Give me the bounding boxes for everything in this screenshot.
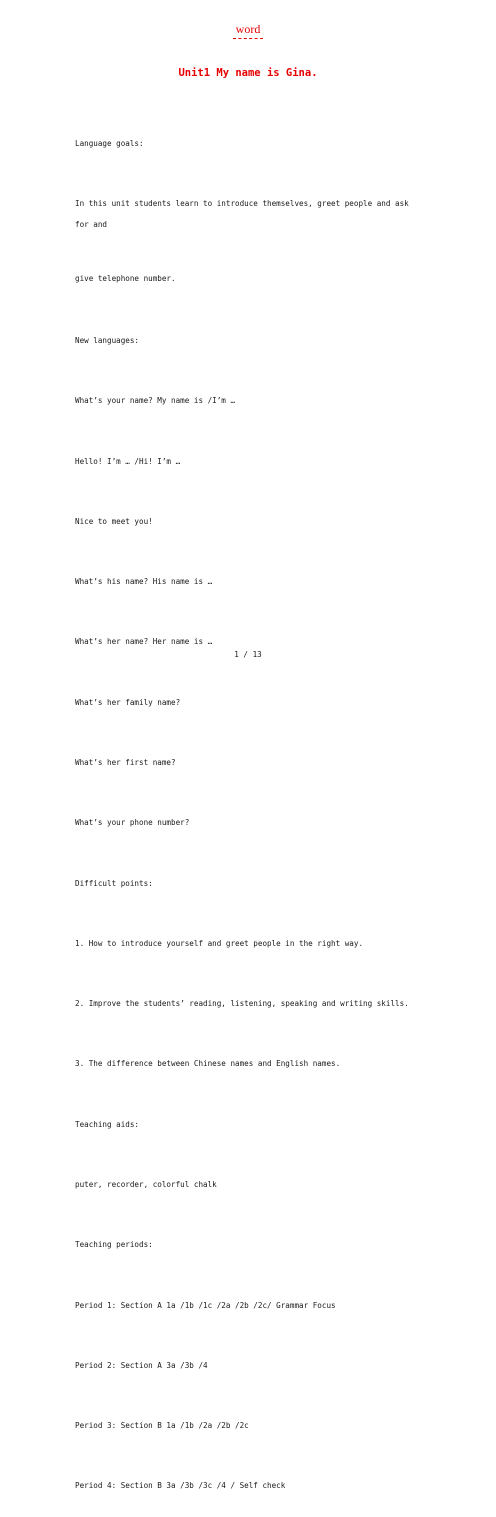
- header-rule: [233, 38, 263, 39]
- paragraph-line: Period 2: Section A 3a /3b /4: [75, 1360, 208, 1370]
- paragraph-line: 3. The difference between Chinese names and English names.: [75, 1059, 341, 1069]
- heading-teaching-periods: Teaching periods:: [75, 1240, 153, 1250]
- paragraph-line: What’s your name? My name is /I’m …: [75, 396, 236, 406]
- paragraph-line: 1. How to introduce yourself and greet people in the right way.: [75, 938, 364, 948]
- heading-language-goals: Language goals:: [75, 139, 144, 149]
- paragraph-line: What’s his name? His name is …: [75, 577, 213, 587]
- heading-difficult-points: Difficult points:: [75, 878, 153, 888]
- paragraph-line: What’s her family name?: [75, 697, 181, 707]
- paragraph-line: What’s her first name?: [75, 758, 176, 767]
- paragraph-line: 2. Improve the students’ reading, listening, speaking and writing skills.: [75, 999, 409, 1009]
- paragraph-line: What’s your phone number?: [75, 818, 190, 828]
- paragraph-line: What’s her name? Her name is …: [75, 637, 213, 647]
- paragraph-line: Hello! I’m … /Hi! I’m …: [75, 456, 181, 466]
- document-body: [75, 94, 425, 1517]
- heading-new-languages: New languages:: [75, 336, 140, 346]
- paragraph-line: Period 3: Section B 1a /1b /2a /2b /2c: [75, 1421, 249, 1431]
- page-number: 1 / 13: [234, 650, 262, 659]
- paragraph-line: puter, recorder, colorful chalk: [75, 1179, 217, 1189]
- paragraph-line: Period 1: Section A 1a /1b /1c /2a /2b /2c/ Grammar Focus: [75, 1300, 336, 1310]
- paragraph-line: Nice to meet you!: [75, 516, 153, 526]
- paragraph-line: In this unit students learn to introduce themselves, greet people and ask for and: [75, 199, 414, 229]
- header-word-label: word: [235, 22, 261, 36]
- paragraph-line: Period 4: Section B 3a /3b /3c /4 / Self check: [75, 1481, 286, 1491]
- document-title: Unit1 My name is Gina.: [178, 67, 318, 79]
- paragraph-line: give telephone number.: [75, 273, 176, 283]
- heading-teaching-aids: Teaching aids:: [75, 1119, 140, 1129]
